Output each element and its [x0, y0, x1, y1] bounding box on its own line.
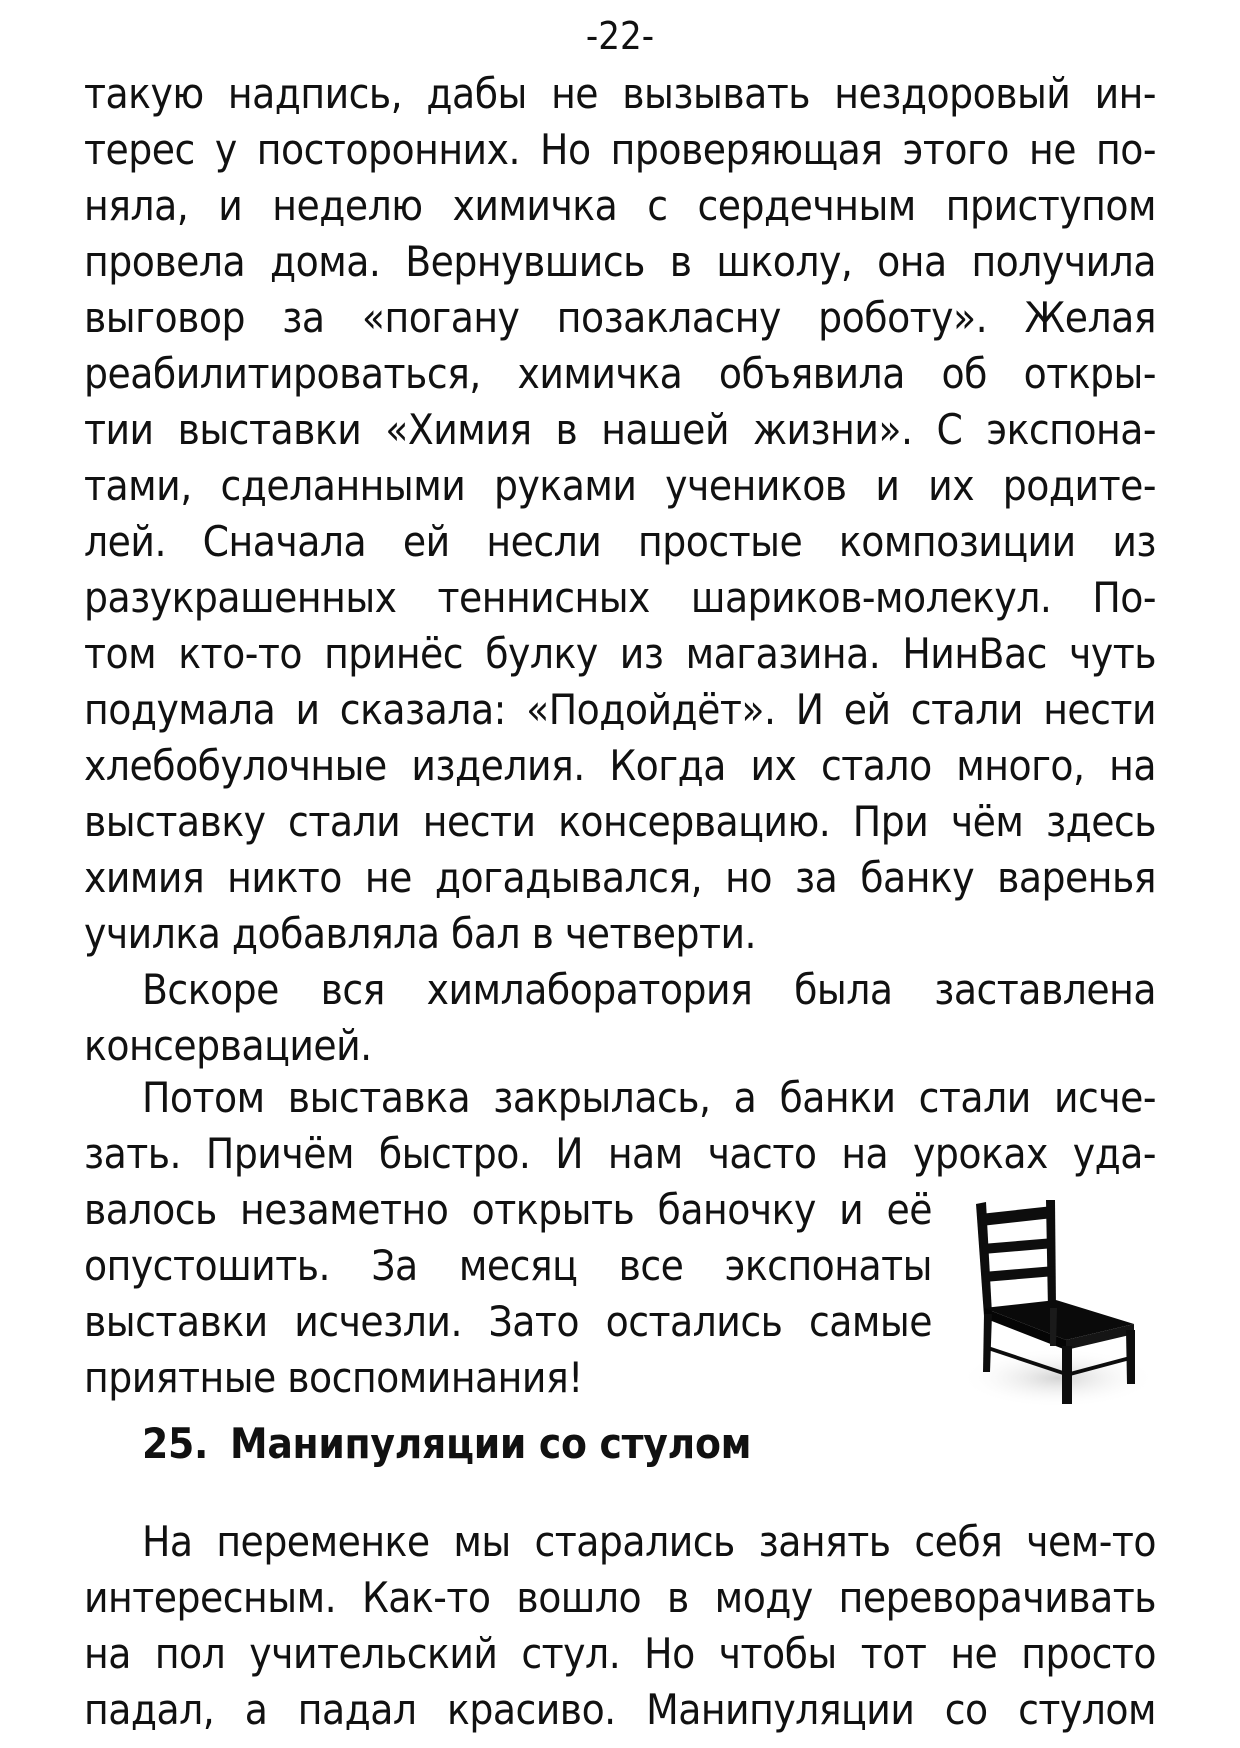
section-number: 25.	[142, 1419, 209, 1468]
paragraph-1	[84, 66, 1156, 962]
text-line: том кто-то принёс булку из магазина. НинВас чуть	[84, 629, 1156, 678]
text-line: хлебобулочные изделия. Когда их стало много, на	[84, 741, 1156, 790]
text-line: подумала и сказала: «Подойдёт». И ей стали нести	[84, 685, 1156, 734]
text-line: выставку стали нести консервацию. При чём здесь	[84, 797, 1156, 846]
text-line: падал, а падал красиво. Манипуляции со стулом	[84, 1685, 1156, 1734]
paragraph-3	[84, 1070, 1156, 1182]
text-line: училка добавляла бал в четверти.	[84, 909, 757, 958]
text-line: выговор за «погану позакласну роботу». Желая	[84, 293, 1156, 342]
text-line: интересным. Как-то вошло в моду переворачивать	[84, 1573, 1156, 1622]
text-line: такую надпись, дабы не вызывать нездоровый ин-	[84, 69, 1156, 118]
text-line: тии выставки «Химия в нашей жизни». С экспона-	[84, 405, 1156, 454]
text-line: провела дома. Вернувшись в школу, она получила	[84, 237, 1156, 286]
text-line: лей. Сначала ей несли простые композиции из	[84, 517, 1156, 566]
section-title: Манипуляции со стулом	[230, 1419, 752, 1468]
text-line: приятные воспоминания!	[84, 1353, 583, 1402]
chair-icon	[958, 1196, 1148, 1408]
text-line: химия никто не догадывался, но за банку варенья	[84, 853, 1156, 902]
text-line: тами, сделанными руками учеников и их родите-	[84, 461, 1156, 510]
text-line: зать. Причём быстро. И нам часто на уроках уда-	[84, 1129, 1156, 1178]
text-line: опустошить. За месяц все экспонаты	[84, 1241, 932, 1290]
paragraph-4	[84, 1514, 1156, 1738]
paragraph-2	[84, 962, 1156, 1074]
text-line: На переменке мы старались занять себя чем-то	[142, 1517, 1156, 1566]
text-line: реабилитироваться, химичка объявила об откры-	[84, 349, 1156, 398]
paragraph-3-wrapped	[84, 1182, 932, 1406]
text-line: консервацией.	[84, 1021, 372, 1070]
page-number: -22-	[585, 14, 655, 58]
section-heading	[142, 1416, 751, 1472]
text-line: выставки исчезли. Зато остались самые	[84, 1297, 932, 1346]
text-line: Потом выставка закрылась, а банки стали исче-	[142, 1073, 1156, 1122]
text-line: Вскоре вся химлаборатория была заставлена	[142, 965, 1156, 1014]
text-line: валось незаметно открыть баночку и её	[84, 1185, 932, 1234]
text-line: разукрашенных теннисных шариков-молекул. По-	[84, 573, 1156, 622]
text-line: няла, и неделю химичка с сердечным приступом	[84, 181, 1156, 230]
text-line: на пол учительский стул. Но чтобы тот не просто	[84, 1629, 1156, 1678]
text-line: терес у посторонних. Но проверяющая этого не по-	[84, 125, 1156, 174]
